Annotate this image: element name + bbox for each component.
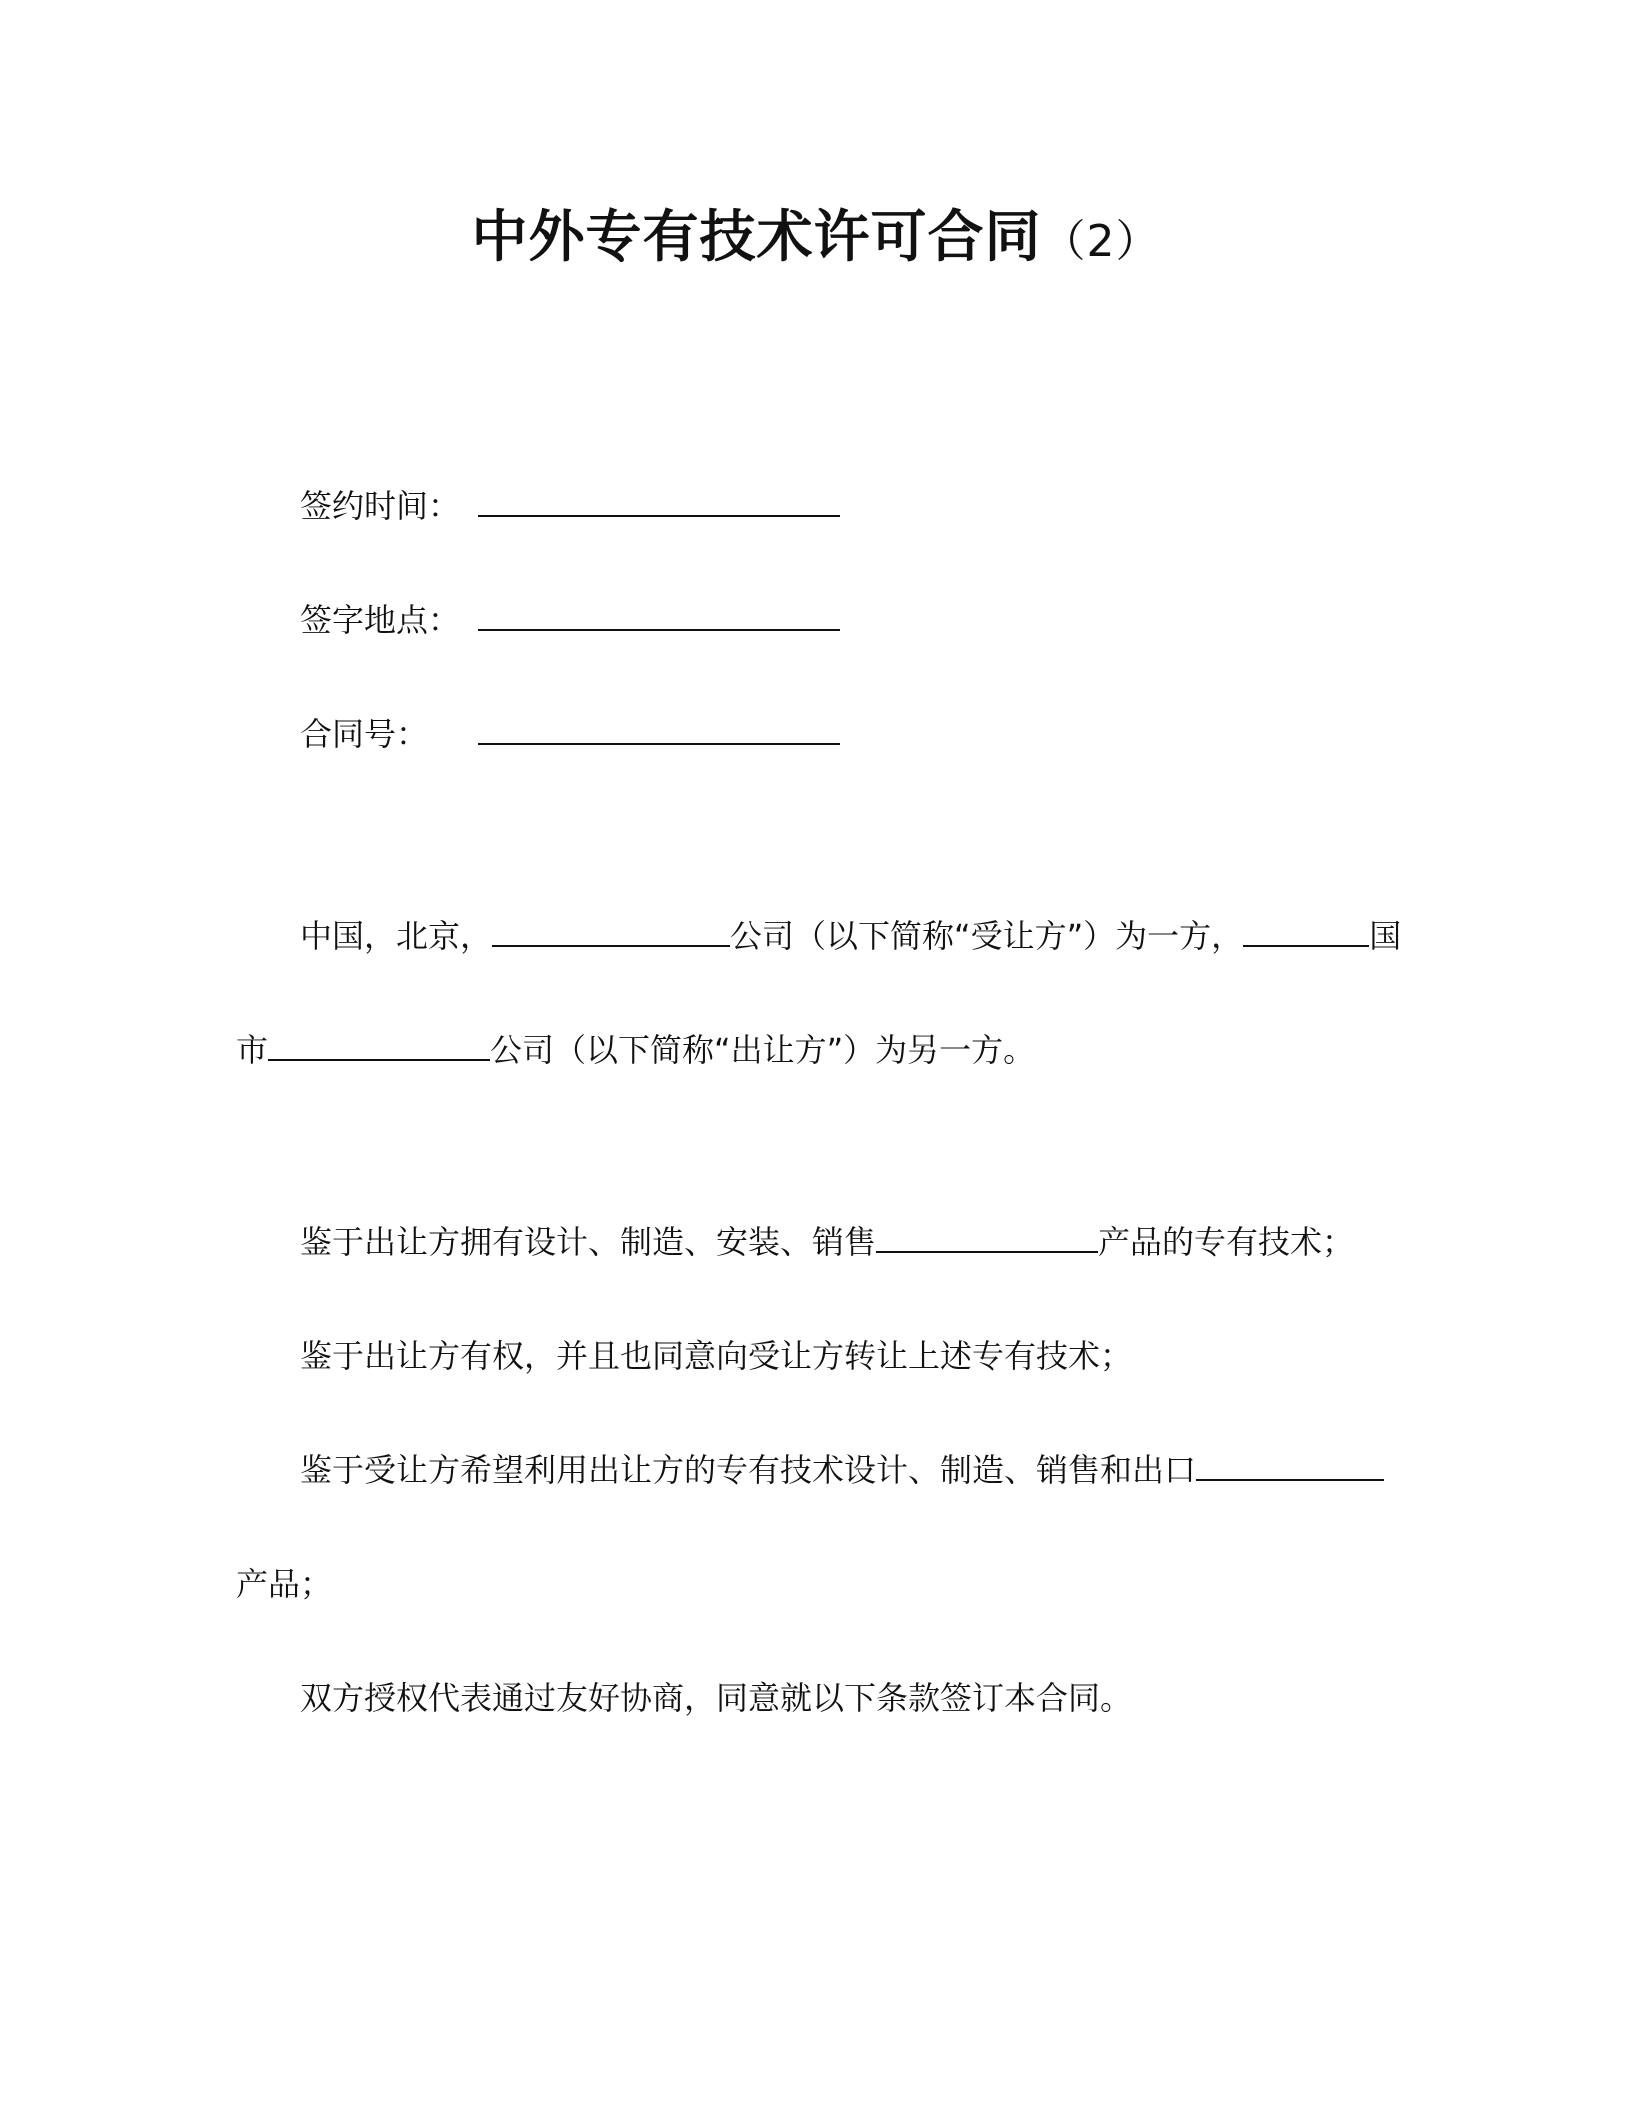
field-contract-number <box>300 712 840 756</box>
parties-text: 国 <box>1369 917 1402 955</box>
field-label: 签约时间： <box>300 487 461 525</box>
parties-text: 公司（以下简称“受让方”）为一方， <box>730 917 1244 955</box>
parties-text: 市 <box>236 1031 269 1069</box>
field-signing-time <box>300 484 840 528</box>
product-blank-1[interactable] <box>876 1221 1098 1253</box>
parties-text: 中国，北京， <box>300 917 493 955</box>
parties-text: 公司（以下简称“出让方”）为另一方。 <box>490 1031 1036 1069</box>
product-blank-2[interactable] <box>1196 1449 1384 1481</box>
recital-text: 鉴于出让方拥有设计、制造、安装、销售 <box>300 1223 877 1261</box>
signing-time-blank[interactable] <box>478 485 840 517</box>
title-suffix: （2） <box>1041 216 1161 267</box>
parties-line-1 <box>300 914 1401 958</box>
licensor-country-blank[interactable] <box>1243 915 1369 947</box>
field-signing-place <box>300 598 840 642</box>
signing-place-blank[interactable] <box>478 599 840 631</box>
recital-text: 产品的专有技术； <box>1098 1223 1355 1261</box>
contract-number-blank[interactable] <box>478 713 840 745</box>
title-text: 中外专有技术许可合同 <box>471 205 1042 270</box>
field-label: 签字地点： <box>300 601 461 639</box>
recital-1 <box>300 1220 1354 1264</box>
document-title <box>0 198 1632 282</box>
licensor-company-blank[interactable] <box>268 1029 490 1061</box>
recital-4 <box>300 1676 1132 1720</box>
field-label: 合同号： <box>300 715 429 753</box>
recital-text: 鉴于出让方有权，并且也同意向受让方转让上述专有技术； <box>300 1337 1133 1375</box>
recital-3-continued <box>236 1562 332 1606</box>
licensee-company-blank[interactable] <box>492 915 730 947</box>
recital-text: 鉴于受让方希望利用出让方的专有技术设计、制造、销售和出口 <box>300 1451 1197 1489</box>
recital-3 <box>300 1448 1384 1492</box>
parties-line-2 <box>236 1028 1035 1072</box>
recital-2 <box>300 1334 1132 1378</box>
recital-text: 双方授权代表通过友好协商，同意就以下条款签订本合同。 <box>300 1679 1133 1717</box>
recital-text: 产品； <box>236 1565 333 1603</box>
